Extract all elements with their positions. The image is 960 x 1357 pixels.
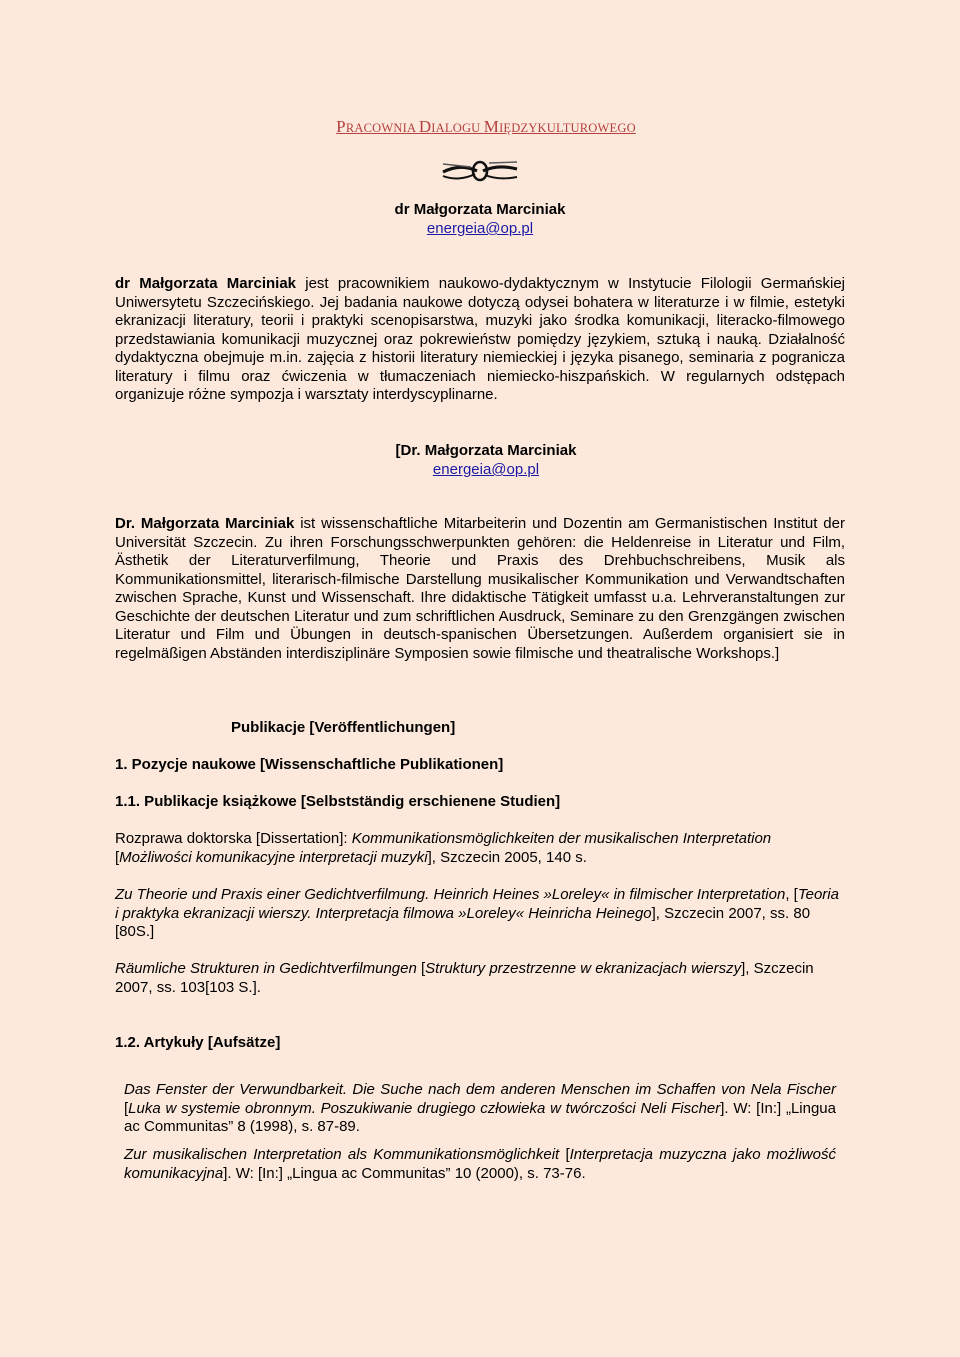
author-name-de: [Dr. Małgorzata Marciniak — [395, 442, 577, 459]
bio-name: dr Małgorzata Marciniak — [115, 275, 297, 292]
article-entry: Das Fenster der Verwundbarkeit. Die Suche nach dem anderen Menschen im Schaffen von Nela Fischer [Luka w systemie obronnym. Poszukiwanie drugiego człowieka w twórczości Neli Fischer]. W: [In:] „Lingua ac Communitas” 8 (1998), s. 87-89. — [124, 1081, 836, 1135]
bio-pl-paragraph — [115, 275, 845, 405]
contact-block-pl — [0, 200, 960, 238]
book-entry: Zu Theorie und Praxis einer Gedichtverfilmung. Heinrich Heines »Loreley« in filmischer Interpretation, [Teoria i praktyka ekranizacji wierszy. Interpretacja filmowa »Loreley« Heinricha Heinego], Szczecin 2007, ss. 80 [80S.] — [115, 886, 839, 940]
contact-block-de — [6, 441, 960, 479]
bio-name-de: Dr. Małgorzata Marciniak — [115, 515, 295, 532]
dialogue-logo-icon — [441, 158, 519, 184]
bio-de-paragraph — [115, 515, 845, 663]
book-entry: Rozprawa doktorska [Dissertation]: Kommunikationsmöglichkeiten der musikalischen Interpretation [Możliwości komunikacyjne interpretacji muzyki], Szczecin 2005, 140 s. — [115, 830, 772, 866]
workshop-title-link[interactable]: PRACOWNIA DIALOGU MIĘDZYKULTUROWEGO — [336, 117, 636, 136]
bio-text-de: ist wissenschaftliche Mitarbeiterin und Dozentin am Germanistischen Institut der Universität Szczecin. Zu ihren Forschungsschwerpunkten gehören: die Heldenreise in Literatur und Film, Ästhetik der Literaturverfilmung, Theorie und Praxis des Drehbuchschreibens, Musik als Kommunikationsmittel, literarisch-filmische Darstellung musikalischer Kommunikation und Verwandtschaften zwischen Sprache, Kunst und Wissenschaft. Ihre didaktische Tätigkeit umfasst u.a. Lehrveranstaltungen zur Geschichte der deutschen Literatur und zum schriftlichen Ausdruck, Seminare zu den Grenzgängen zwischen Literatur und Film und Übungen in deutsch-spanischen Übersetzungen. Außerdem organisiert sie in regelmäßigen Abständen interdisziplinäre Symposien sowie filmische und theatralische Workshops.] — [115, 515, 845, 662]
articles-heading: 1.2. Artykuły [Aufsätze] — [115, 1034, 281, 1051]
article-entry: Zur musikalischen Interpretation als Kommunikationsmöglichkeit [Interpretacja muzyczna jako możliwość komunikacyjna]. W: [In:] „Lingua ac Communitas” 10 (2000), s. 73-76. — [124, 1146, 836, 1182]
book-entry: Räumliche Strukturen in Gedichtverfilmungen [Struktury przestrzenne w ekranizacjach wierszy], Szczecin 2007, ss. 103[103 S.]. — [115, 960, 814, 996]
email-link-de[interactable]: energeia@op.pl — [432, 461, 540, 478]
bio-text: jest pracownikiem naukowo-dydaktycznym w Instytucie Filologii Germańskiej Uniwersytetu Szczecińskiego. Jej badania naukowe dotyczą odysei bohatera w literaturze i w filmie, estetyki ekranizacji literatury, teorii i praktyki scenopisarstwa, muzyki jako środka komunikacji, literacko-filmowego przedstawiania komunikacji muzycznej oraz pokrewieństw pomiędzy językiem, sztuką i nauką. Działalność dydaktyczna obejmuje m.in. zajęcia z historii literatury niemieckiej i języka pisanego, seminaria z pogranicza literatury i filmu oraz ćwiczenia w tłumaczeniach niemiecko-hiszpańskich. W regularnych odstępach organizuje różne sympozja i warsztaty interdyscyplinarne. — [115, 275, 845, 403]
books-heading: 1.1. Publikacje książkowe [Selbstständig erschienene Studien] — [115, 793, 561, 810]
scientific-heading: 1. Pozycje naukowe [Wissenschaftliche Publikationen] — [115, 756, 504, 773]
email-link[interactable]: energeia@op.pl — [426, 220, 534, 237]
author-name: dr Małgorzata Marciniak — [394, 201, 566, 218]
publications-heading: Publikacje [Veröffentlichungen] — [231, 719, 456, 736]
